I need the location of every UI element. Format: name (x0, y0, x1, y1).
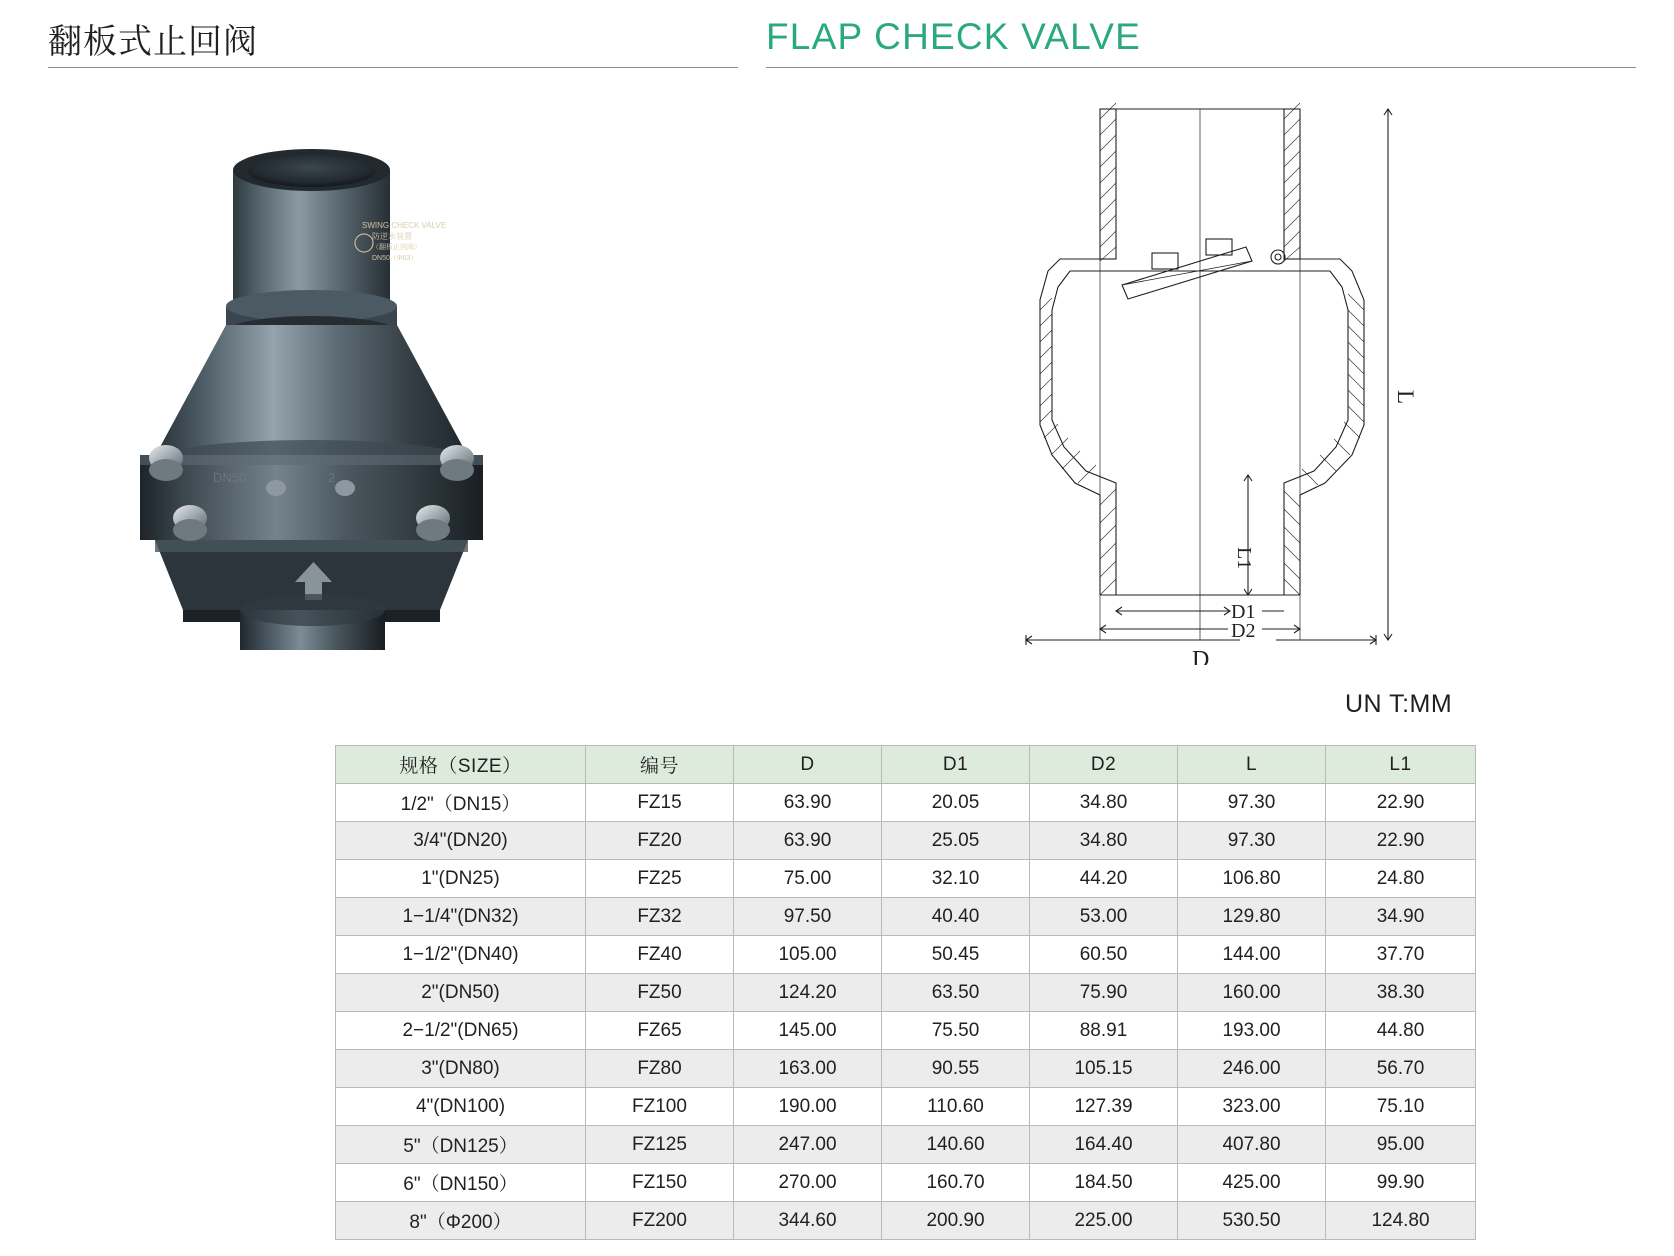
cell-l: 97.30 (1178, 822, 1326, 860)
cell-d1: 40.40 (882, 898, 1030, 936)
cell-d2: 164.40 (1030, 1126, 1178, 1164)
table-row (336, 1126, 1476, 1164)
spec-table-wrapper (335, 745, 1475, 1240)
cell-d2: 60.50 (1030, 936, 1178, 974)
cell-d1: 200.90 (882, 1202, 1030, 1240)
unit-note: UN T:MM (1345, 690, 1453, 718)
table-row (336, 860, 1476, 898)
dimension-label-D1: D1 (1231, 601, 1256, 623)
cell-d2: 225.00 (1030, 1202, 1178, 1240)
cell-l1: 22.90 (1326, 784, 1476, 822)
cell-l1: 95.00 (1326, 1126, 1476, 1164)
cell-d1: 160.70 (882, 1164, 1030, 1202)
table-row (336, 1050, 1476, 1088)
table-row (336, 1202, 1476, 1240)
cell-d2: 75.90 (1030, 974, 1178, 1012)
col-header-l1: L1 (1326, 746, 1476, 784)
cell-d: 163.00 (734, 1050, 882, 1088)
cell-d1: 110.60 (882, 1088, 1030, 1126)
dimension-label-D2: D2 (1231, 620, 1256, 642)
cell-d2: 53.00 (1030, 898, 1178, 936)
specification-table (335, 745, 1476, 1240)
cell-size: 3/4"(DN20) (336, 822, 586, 860)
cell-d: 247.00 (734, 1126, 882, 1164)
col-header-code: 编号 (586, 746, 734, 784)
cell-l: 246.00 (1178, 1050, 1326, 1088)
cell-size: 8"（Φ200） (336, 1202, 586, 1240)
table-row (336, 1012, 1476, 1050)
cell-l1: 75.10 (1326, 1088, 1476, 1126)
cell-code: FZ80 (586, 1050, 734, 1088)
dimension-label-D: D (1192, 647, 1210, 665)
dimension-label-L1: L1 (1233, 547, 1255, 570)
cell-size: 1"(DN25) (336, 860, 586, 898)
svg-text:防逆水装置: 防逆水装置 (372, 232, 412, 241)
cell-d: 124.20 (734, 974, 882, 1012)
table-body (336, 784, 1476, 1240)
table-header (336, 746, 1476, 784)
cell-d1: 25.05 (882, 822, 1030, 860)
page-header (0, 0, 1674, 82)
col-header-l: L (1178, 746, 1326, 784)
cell-code: FZ25 (586, 860, 734, 898)
cell-d1: 50.45 (882, 936, 1030, 974)
page-title-cn: 翻板式止回阀 (48, 23, 258, 61)
table-header-row (336, 746, 1476, 784)
svg-text:DN50: DN50 (213, 470, 247, 485)
cell-code: FZ32 (586, 898, 734, 936)
cell-l: 530.50 (1178, 1202, 1326, 1240)
cell-d2: 34.80 (1030, 784, 1178, 822)
cell-size: 3"(DN80) (336, 1050, 586, 1088)
table-row (336, 1164, 1476, 1202)
cell-size: 2−1/2"(DN65) (336, 1012, 586, 1050)
svg-text:2: 2 (328, 470, 336, 485)
technical-drawing (1000, 95, 1560, 665)
cell-code: FZ100 (586, 1088, 734, 1126)
cell-code: FZ65 (586, 1012, 734, 1050)
dimension-label-L: L (1393, 390, 1418, 405)
cell-l1: 124.80 (1326, 1202, 1476, 1240)
cell-d2: 34.80 (1030, 822, 1178, 860)
cell-d2: 184.50 (1030, 1164, 1178, 1202)
cell-l1: 44.80 (1326, 1012, 1476, 1050)
table-row (336, 822, 1476, 860)
cell-code: FZ200 (586, 1202, 734, 1240)
cell-d1: 75.50 (882, 1012, 1030, 1050)
cell-d: 145.00 (734, 1012, 882, 1050)
cell-d1: 63.50 (882, 974, 1030, 1012)
cell-d: 97.50 (734, 898, 882, 936)
cell-size: 2"(DN50) (336, 974, 586, 1012)
cell-d: 270.00 (734, 1164, 882, 1202)
cell-l1: 56.70 (1326, 1050, 1476, 1088)
cell-code: FZ125 (586, 1126, 734, 1164)
cell-size: 5"（DN125） (336, 1126, 586, 1164)
cell-d: 105.00 (734, 936, 882, 974)
cell-l: 144.00 (1178, 936, 1326, 974)
cell-l1: 22.90 (1326, 822, 1476, 860)
cell-d1: 90.55 (882, 1050, 1030, 1088)
table-row (336, 898, 1476, 936)
svg-text:DN50（Φ63）: DN50（Φ63） (372, 255, 418, 262)
product-photo (100, 110, 640, 650)
col-header-size: 规格（SIZE） (336, 746, 586, 784)
valve-section-drawing (1000, 95, 1560, 665)
title-cn-divider (48, 67, 738, 68)
svg-text:（翻板止回阀）: （翻板止回阀） (372, 244, 421, 251)
cell-l: 129.80 (1178, 898, 1326, 936)
cell-size: 6"（DN150） (336, 1164, 586, 1202)
cell-d: 63.90 (734, 784, 882, 822)
cell-l: 160.00 (1178, 974, 1326, 1012)
cell-l1: 34.90 (1326, 898, 1476, 936)
cell-l1: 99.90 (1326, 1164, 1476, 1202)
cell-code: FZ40 (586, 936, 734, 974)
table-row (336, 936, 1476, 974)
cell-code: FZ15 (586, 784, 734, 822)
cell-d: 75.00 (734, 860, 882, 898)
cell-d1: 32.10 (882, 860, 1030, 898)
cell-size: 4"(DN100) (336, 1088, 586, 1126)
table-row (336, 1088, 1476, 1126)
cell-d1: 140.60 (882, 1126, 1030, 1164)
col-header-d: D (734, 746, 882, 784)
cell-d2: 88.91 (1030, 1012, 1178, 1050)
cell-l: 407.80 (1178, 1126, 1326, 1164)
cell-d2: 105.15 (1030, 1050, 1178, 1088)
cell-size: 1−1/2"(DN40) (336, 936, 586, 974)
svg-text:SWING CHECK VALVE: SWING CHECK VALVE (362, 221, 447, 230)
cell-l1: 37.70 (1326, 936, 1476, 974)
cell-d: 63.90 (734, 822, 882, 860)
cell-code: FZ20 (586, 822, 734, 860)
cell-code: FZ50 (586, 974, 734, 1012)
cell-d1: 20.05 (882, 784, 1030, 822)
cell-l: 425.00 (1178, 1164, 1326, 1202)
table-row (336, 974, 1476, 1012)
flap-check-valve-illustration (100, 110, 640, 650)
cell-size: 1−1/4"(DN32) (336, 898, 586, 936)
col-header-d1: D1 (882, 746, 1030, 784)
cell-l: 106.80 (1178, 860, 1326, 898)
cell-d2: 44.20 (1030, 860, 1178, 898)
title-en-divider (766, 67, 1636, 68)
cell-l1: 38.30 (1326, 974, 1476, 1012)
cell-size: 1/2"（DN15） (336, 784, 586, 822)
cell-d: 190.00 (734, 1088, 882, 1126)
col-header-d2: D2 (1030, 746, 1178, 784)
cell-code: FZ150 (586, 1164, 734, 1202)
page-title-en: FLAP CHECK VALVE (766, 16, 1141, 57)
cell-l1: 24.80 (1326, 860, 1476, 898)
cell-d2: 127.39 (1030, 1088, 1178, 1126)
cell-l: 97.30 (1178, 784, 1326, 822)
cell-l: 323.00 (1178, 1088, 1326, 1126)
cell-d: 344.60 (734, 1202, 882, 1240)
table-row (336, 784, 1476, 822)
cell-l: 193.00 (1178, 1012, 1326, 1050)
